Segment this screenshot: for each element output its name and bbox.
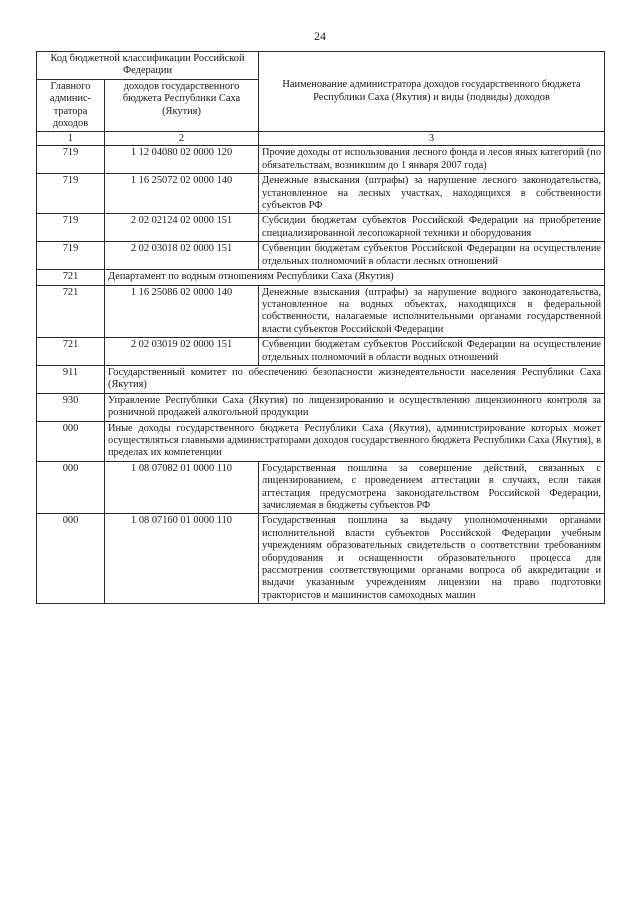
table-row	[37, 338, 605, 366]
admin-code-cell: 721	[37, 338, 105, 366]
header-col3-cell: Наименование администратора доходов государственного бюджета Республики Саха (Якутия) и виды (подвиды) доходов	[259, 52, 605, 132]
column-number-cell: 1	[37, 132, 105, 146]
income-name-cell: Субвенции бюджетам субъектов Российской Федерации на осуществление отдельных полномочий в области водных отношений	[259, 338, 605, 366]
section-row	[37, 365, 605, 393]
admin-code-cell: 000	[37, 421, 105, 461]
income-code-cell: 1 08 07160 01 0000 110	[105, 514, 259, 604]
income-name-cell: Прочие доходы от использования лесного фонда и лесов яных категорий (по обязательствам, возникшим до 1 января 2007 года)	[259, 146, 605, 174]
table-row	[37, 461, 605, 514]
income-code-cell: 2 02 03019 02 0000 151	[105, 338, 259, 366]
department-title-cell: Управление Республики Саха (Якутия) по лицензированию и осуществлению лицензионного контроля за розничной продажей алкогольной продукции	[105, 393, 605, 421]
column-numbers-row	[37, 132, 605, 146]
page-number: 24	[314, 29, 326, 43]
table-row	[37, 285, 605, 338]
admin-code-cell: 911	[37, 365, 105, 393]
admin-code-cell: 000	[37, 514, 105, 604]
table-row	[37, 514, 605, 604]
header-group-cell: Код бюджетной классификации Российской Федерации	[37, 52, 259, 80]
income-code-cell: 1 16 25072 02 0000 140	[105, 174, 259, 214]
header-col1-cell: Главного админис-тратора доходов	[37, 79, 105, 132]
admin-code-cell: 721	[37, 285, 105, 338]
admin-code-cell: 719	[37, 174, 105, 214]
budget-classification-table	[36, 51, 605, 604]
department-title-cell: Иные доходы государственного бюджета Республики Саха (Якутия), администрирование которых может осуществляться главными администраторами доходов государственного бюджета Республики Саха (Якутия), в пределах их компетенции	[105, 421, 605, 461]
header-col2-cell: доходов государственного бюджета Республики Саха (Якутия)	[105, 79, 259, 132]
income-code-cell: 1 08 07082 01 0000 110	[105, 461, 259, 514]
table-row	[37, 242, 605, 270]
admin-code-cell: 719	[37, 242, 105, 270]
admin-code-cell: 721	[37, 270, 105, 285]
department-title-cell: Государственный комитет по обеспечению безопасности жизнедеятельности населения Республики Саха (Якутия)	[105, 365, 605, 393]
section-row	[37, 421, 605, 461]
table-row	[37, 174, 605, 214]
income-name-cell: Субвенции бюджетам субъектов Российской Федерации на осуществление отдельных полномочий в области лесных отношений	[259, 242, 605, 270]
income-code-cell: 2 02 03018 02 0000 151	[105, 242, 259, 270]
income-code-cell: 1 16 25086 02 0000 140	[105, 285, 259, 338]
income-code-cell: 1 12 04080 02 0000 120	[105, 146, 259, 174]
section-row	[37, 270, 605, 285]
column-number-cell: 3	[259, 132, 605, 146]
income-name-cell: Денежные взыскания (штрафы) за нарушение водного законодательства, установленное на водных объектах, находящихся в федеральной собственности, налагаемые исполнительными органами государственной власти субъектов Российской Федерации	[259, 285, 605, 338]
income-name-cell: Денежные взыскания (штрафы) за нарушение лесного законодательства, установленное на лесных участках, находящихся в собственности субъектов РФ	[259, 174, 605, 214]
admin-code-cell: 719	[37, 214, 105, 242]
admin-code-cell: 930	[37, 393, 105, 421]
income-name-cell: Субсидии бюджетам субъектов Российской Федерации на приобретение специализированной лесопожарной техники и оборудования	[259, 214, 605, 242]
section-row	[37, 393, 605, 421]
income-name-cell: Государственная пошлина за выдачу уполномоченными органами исполнительной власти субъектов Российской Федерации учебным учреждениям образовательных свидетельств о соответствии требованиям оборудования и оснащенности образовательного процесса для рассмотрения соответствующими органами вопроса об аккредитации и выдачи указанным учреждениям лицензии на право подготовки трактористов и машинистов самоходных машин	[259, 514, 605, 604]
column-number-cell: 2	[105, 132, 259, 146]
admin-code-cell: 000	[37, 461, 105, 514]
header-row-1	[37, 52, 605, 80]
admin-code-cell: 719	[37, 146, 105, 174]
table-row	[37, 146, 605, 174]
table-row	[37, 214, 605, 242]
income-name-cell: Государственная пошлина за совершение действий, связанных с лицензированием, с проведением аттестации в случаях, если такая аттестация предусмотрена законодательством Российской Федерации, зачисляемая в бюджеты субъектов РФ	[259, 461, 605, 514]
income-code-cell: 2 02 02124 02 0000 151	[105, 214, 259, 242]
department-title-cell: Департамент по водным отношениям Республики Саха (Якутия)	[105, 270, 605, 285]
